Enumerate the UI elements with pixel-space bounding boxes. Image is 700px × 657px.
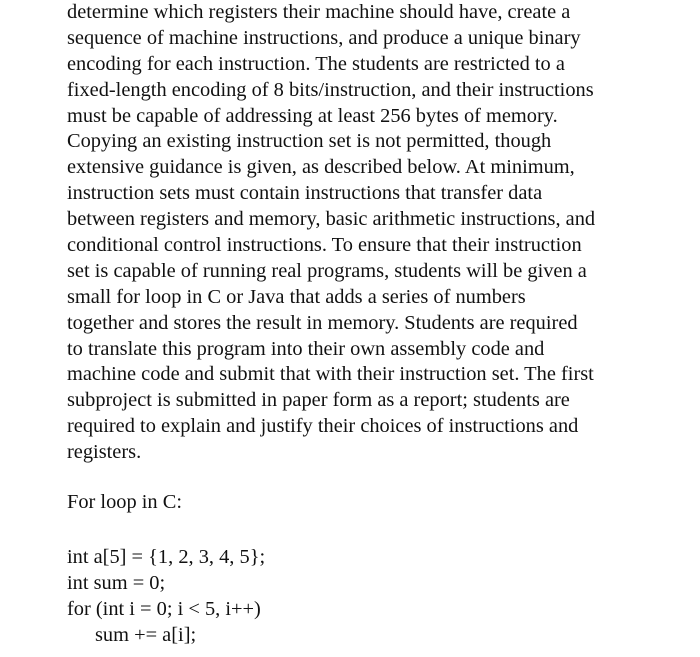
paragraph-line: instruction sets must contain instructions that transfer data bbox=[67, 182, 543, 205]
paragraph-line: determine which registers their machine should have, create a bbox=[67, 1, 571, 23]
paragraph-line: encoding for each instruction. The students are restricted to a bbox=[67, 52, 565, 75]
paragraph-line: must be capable of addressing at least 256 bytes of memory. bbox=[67, 104, 558, 127]
paragraph-line: conditional control instructions. To ensure that their instruction bbox=[67, 234, 582, 257]
code-block bbox=[67, 545, 265, 649]
code-line: int sum = 0; bbox=[67, 571, 166, 594]
paragraph-line: together and stores the result in memory. Students are required bbox=[67, 311, 578, 334]
paragraph-line: required to explain and justify their choices of instructions and bbox=[67, 415, 579, 438]
paragraph-line: subproject is submitted in paper form as a report; students are bbox=[67, 389, 570, 412]
paragraph-line: extensive guidance is given, as described below. At minimum, bbox=[67, 156, 575, 179]
paragraph-line: sequence of machine instructions, and produce a unique binary bbox=[67, 26, 581, 49]
paragraph-line: machine code and submit that with their instruction set. The first bbox=[67, 363, 594, 386]
paragraph-line: registers. bbox=[67, 441, 142, 464]
paragraph-line: small for loop in C or Java that adds a series of numbers bbox=[67, 285, 526, 308]
code-line: for (int i = 0; i < 5, i++) bbox=[67, 597, 261, 620]
code-section-heading: For loop in C: bbox=[67, 491, 182, 513]
paragraph-line: set is capable of running real programs, students will be given a bbox=[67, 259, 587, 282]
paragraph-line: Copying an existing instruction set is not permitted, though bbox=[67, 130, 552, 153]
code-line: int a[5] = {1, 2, 3, 4, 5}; bbox=[67, 546, 266, 568]
paragraph-line: fixed-length encoding of 8 bits/instruction, and their instructions bbox=[67, 78, 594, 101]
code-line: sum += a[i]; bbox=[95, 623, 197, 646]
body-paragraph bbox=[67, 0, 687, 466]
paragraph-line: to translate this program into their own assembly code and bbox=[67, 337, 545, 360]
paragraph-line: between registers and memory, basic arithmetic instructions, and bbox=[67, 208, 596, 231]
